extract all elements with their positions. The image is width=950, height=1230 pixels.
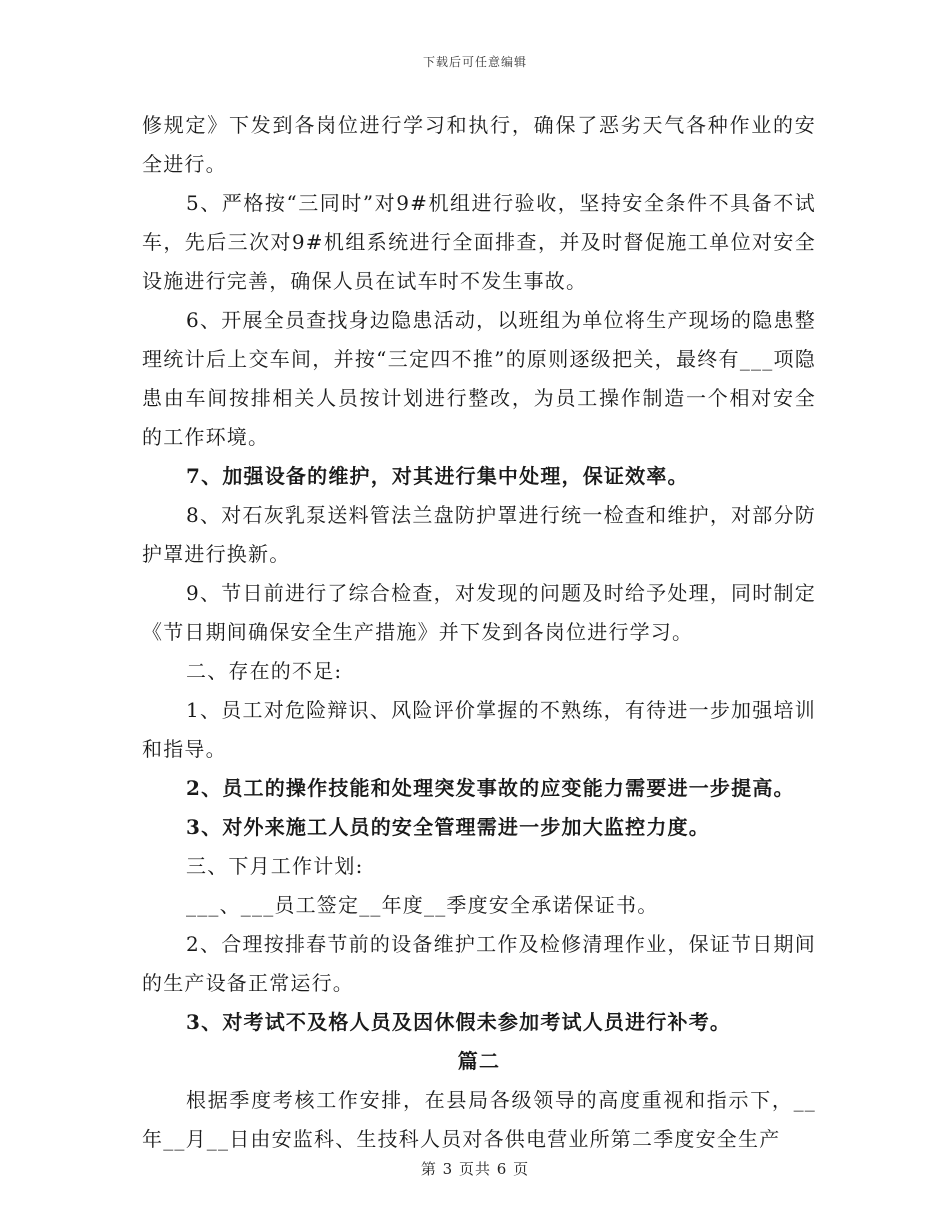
paragraph-item-9: 9、节日前进行了综合检查，对发现的问题及时给予处理，同时制定《节日期间确保安全生产措施》并下发到各岗位进行学习。: [142, 581, 816, 644]
shortcoming-item-1: 1、员工对危险辩识、风险评价掌握的不熟练，有待进一步加强培训和指导。: [142, 698, 816, 761]
plan-item-1: ___、___员工签定__年度__季度安全承诺保证书。: [186, 893, 659, 917]
page-footer: 第 3 页共 6 页: [420, 1160, 530, 1178]
shortcoming-item-3: 3、对外来施工人员的安全管理需进一步加大监控力度。: [186, 815, 710, 839]
page-header: 下载后可任意编辑: [422, 55, 527, 69]
paragraph-part-two-intro: 根据季度考核工作安排，在县局各级领导的高度重视和指示下，__年__月__日由安监科、生技科人员对各供电营业所第二季度安全生产: [142, 1088, 816, 1151]
plan-item-3: 3、对考试不及格人员及因休假未参加考试人员进行补考。: [186, 1010, 732, 1034]
section-heading-shortcomings: 二、存在的不足:: [186, 659, 343, 683]
chapter-title-part-two: 篇二: [457, 1049, 501, 1073]
paragraph-item-7: 7、加强设备的维护，对其进行集中处理，保证效率。: [186, 464, 689, 488]
paragraph-continued: 修规定》下发到各岗位进行学习和执行，确保了恶劣天气各种作业的安全进行。: [142, 113, 816, 176]
paragraph-item-6: 6、开展全员查找身边隐患活动，以班组为单位将生产现场的隐患整理统计后上交车间，并按“三定四不推”的原则逐级把关，最终有___项隐患由车间按排相关人员按计划进行整改，为员工操作制造一个相对安全的工作环境。: [142, 308, 816, 449]
document-body: [142, 106, 816, 1159]
section-heading-next-month-plan: 三、下月工作计划:: [186, 854, 364, 878]
shortcoming-item-2: 2、员工的操作技能和处理突发事故的应变能力需要进一步提高。: [186, 776, 795, 800]
paragraph-item-8: 8、对石灰乳泵送料管法兰盘防护罩进行统一检查和维护，对部分防护罩进行换新。: [142, 503, 816, 566]
paragraph-item-5: 5、严格按“三同时”对9#机组进行验收，坚持安全条件不具备不试车，先后三次对9#机组系统进行全面排查，并及时督促施工单位对安全设施进行完善，确保人员在试车时不发生事故。: [142, 191, 816, 293]
plan-item-2: 2、合理按排春节前的设备维护工作及检修清理作业，保证节日期间的生产设备正常运行。: [142, 932, 816, 995]
